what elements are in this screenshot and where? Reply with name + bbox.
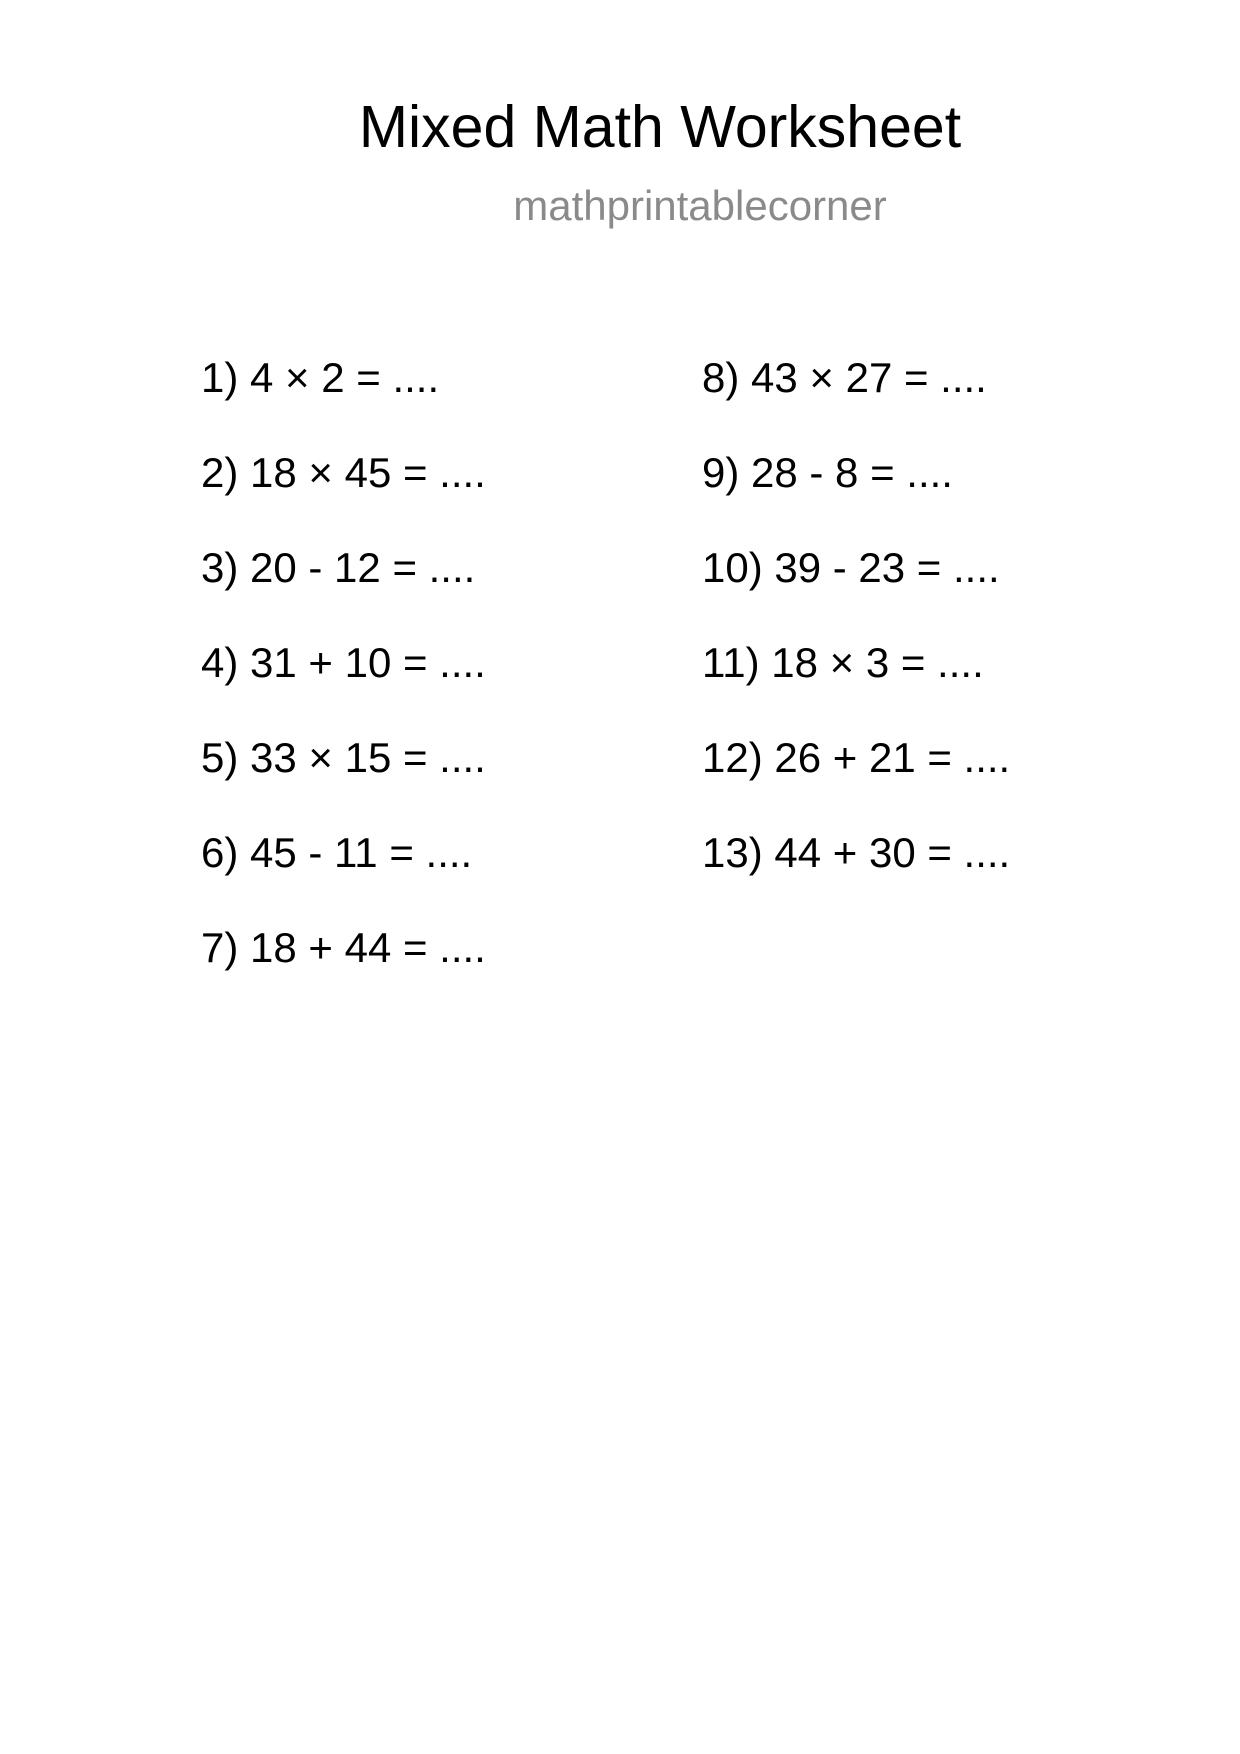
problem-item: 6) 45 - 11 = .... (201, 829, 473, 876)
source-subtitle: mathprintablecorner (513, 182, 887, 229)
problem-item: 9) 28 - 8 = .... (702, 449, 953, 496)
problem-item: 11) 18 × 3 = .... (702, 639, 984, 686)
problem-item: 12) 26 + 21 = .... (702, 734, 1011, 781)
problem-item: 5) 33 × 15 = .... (201, 734, 486, 781)
problem-item: 1) 4 × 2 = .... (201, 354, 440, 401)
problem-item: 8) 43 × 27 = .... (702, 354, 987, 401)
problem-item: 4) 31 + 10 = .... (201, 639, 486, 686)
problem-item: 13) 44 + 30 = .... (702, 829, 1011, 876)
problem-item: 2) 18 × 45 = .... (201, 449, 486, 496)
problem-item: 7) 18 + 44 = .... (201, 924, 486, 971)
problem-item: 10) 39 - 23 = .... (702, 544, 1000, 591)
page-title: Mixed Math Worksheet (358, 94, 962, 160)
problem-item: 3) 20 - 12 = .... (201, 544, 476, 591)
